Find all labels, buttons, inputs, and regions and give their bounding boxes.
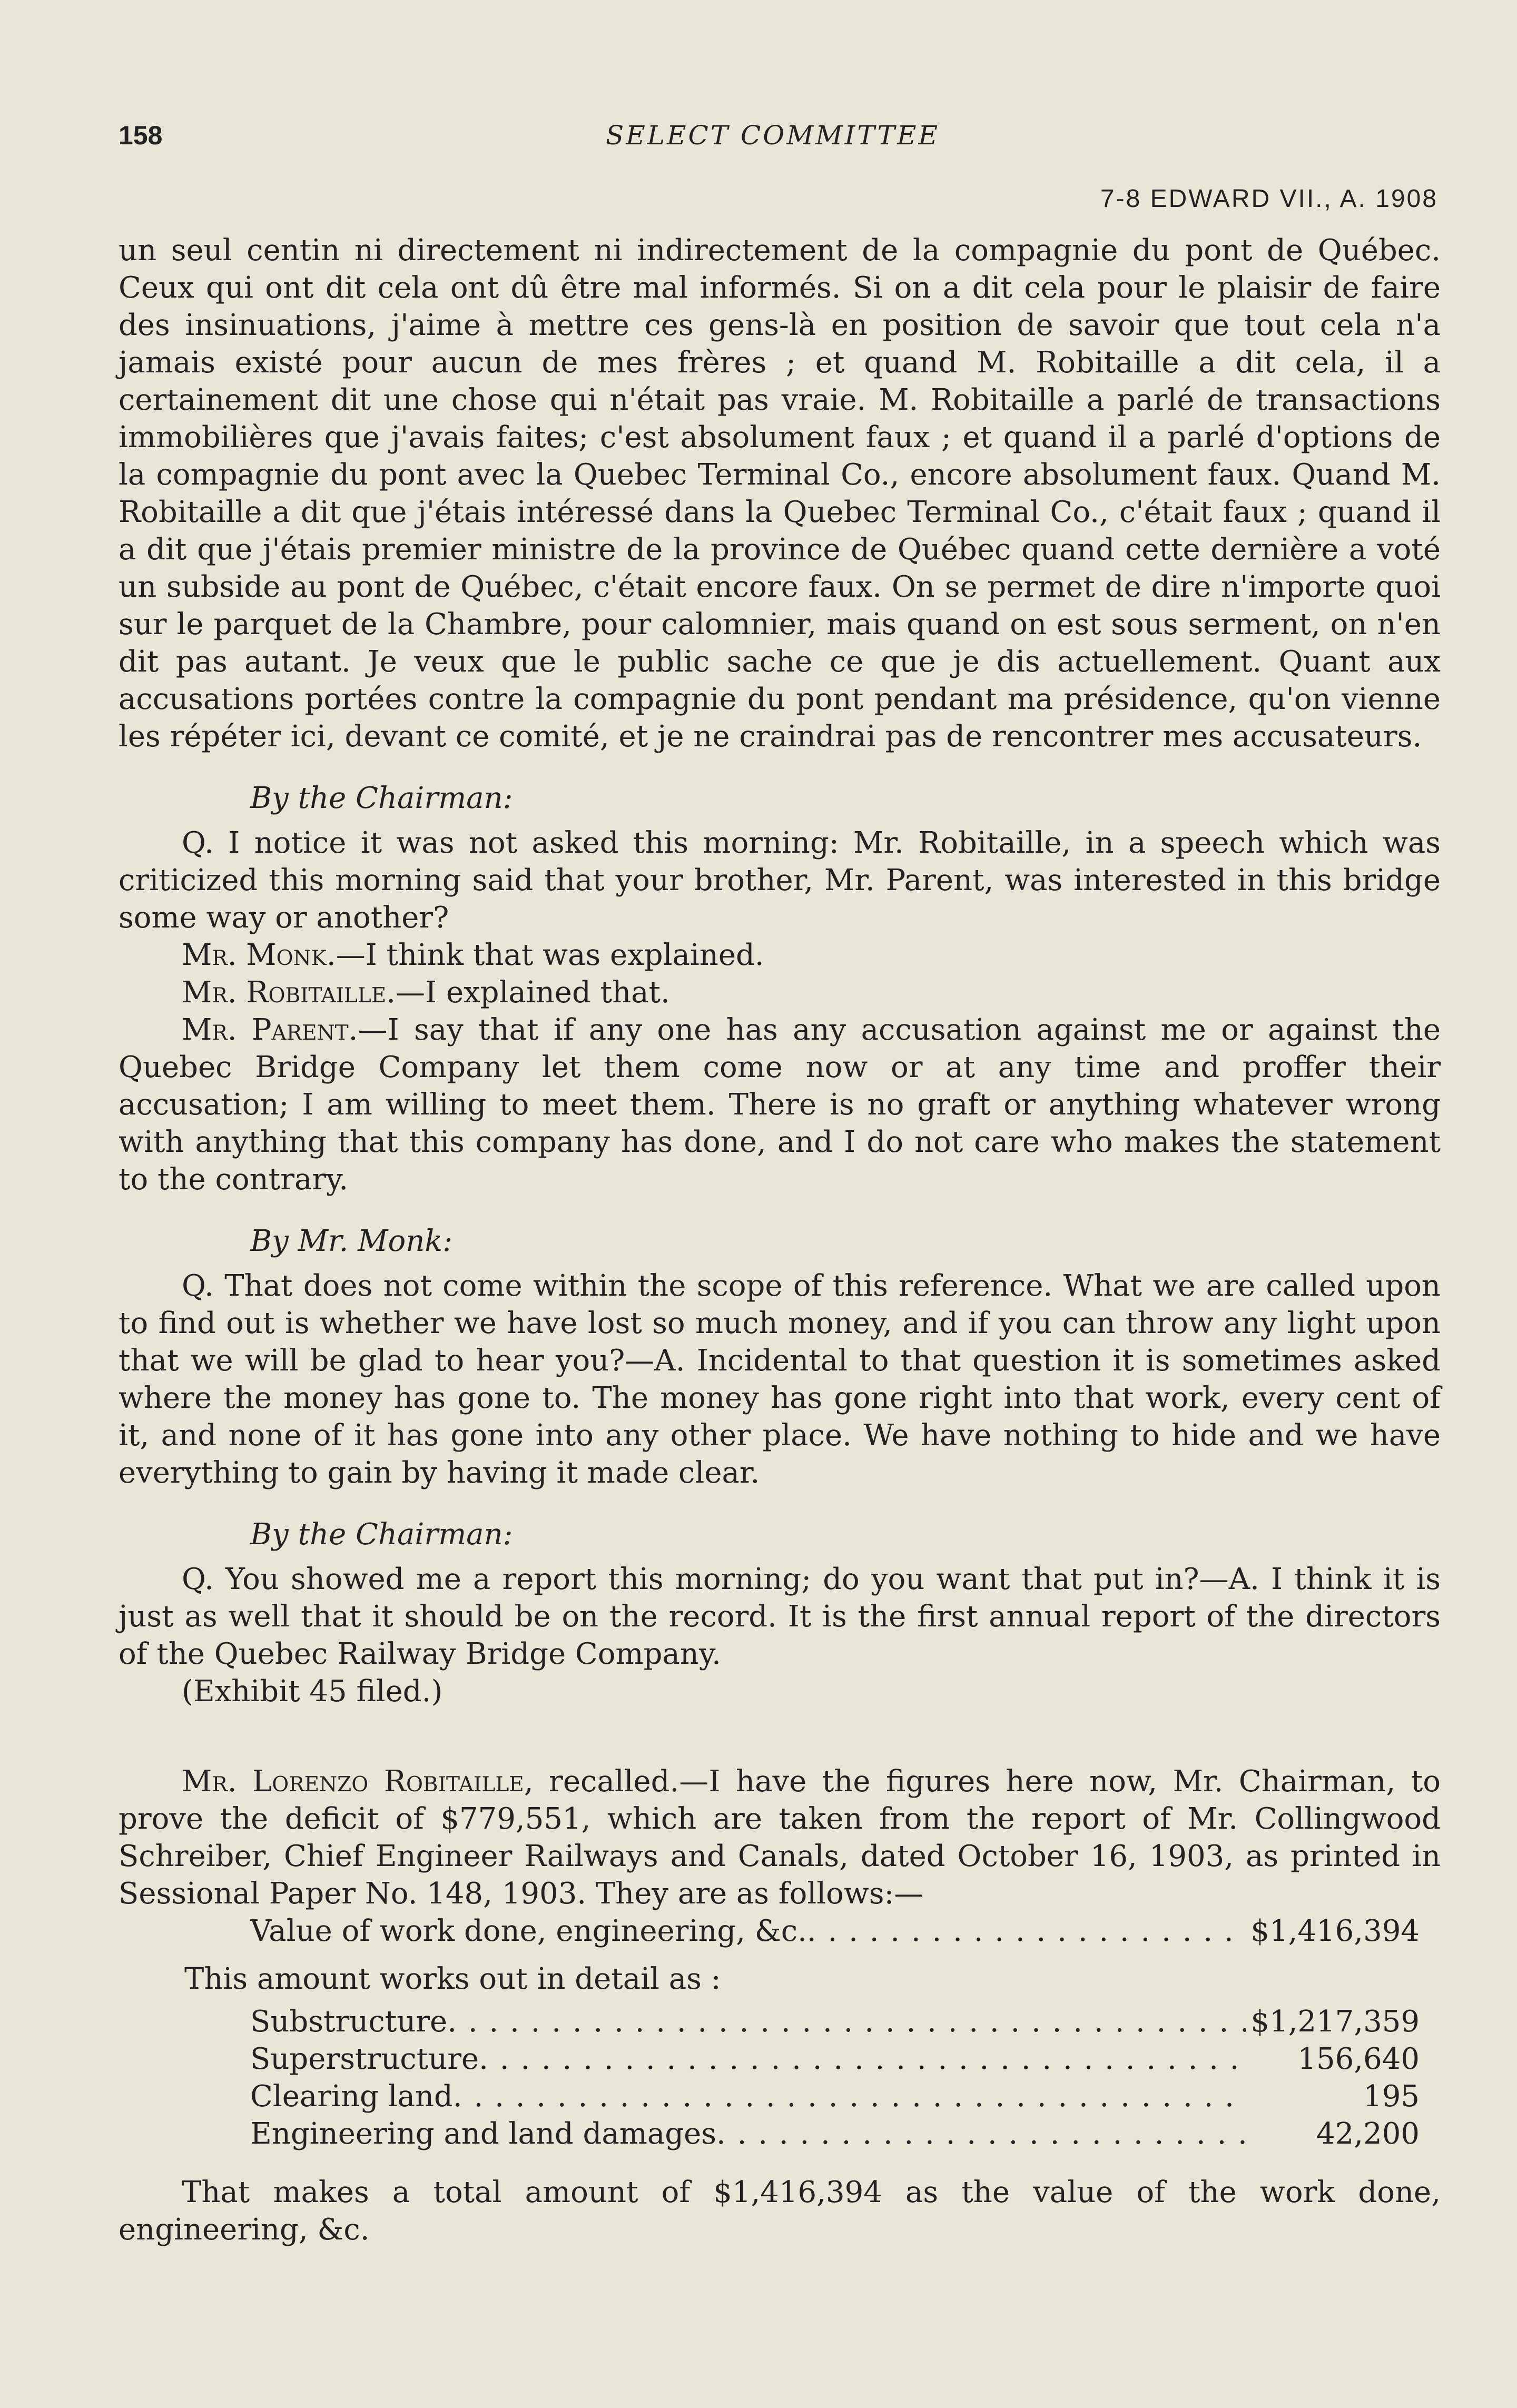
testimony-text: recalled.—I have the figures here now, Mr. Chairman, to prove the deficit of $779,551, which are taken from the report of Mr. Collingwood Schreiber, Chief Engineer Railways and Canals, dated October 16, 1903, as printed in Sessional Paper No. 148, 1903. They are as follows:— — [119, 1764, 1441, 1911]
figure-label: Substructure — [250, 2005, 448, 2039]
speaker-name: Mr. Parent. — [182, 1013, 358, 1047]
speaker-heading: By Mr. Monk: — [250, 1224, 453, 1258]
session-reference: 7-8 EDWARD VII., A. 1908 — [1100, 185, 1438, 213]
speaker-heading: By the Chairman: — [250, 781, 513, 815]
testimony-text: —I think that was explained. — [336, 938, 764, 972]
figure-label: Superstructure — [250, 2042, 479, 2076]
leader-dots — [447, 2003, 1246, 2040]
figure-amount: $1,217,359 — [1250, 2005, 1420, 2039]
testimony-paragraph — [119, 1763, 1441, 1912]
speaker-heading: By the Chairman: — [250, 1517, 513, 1552]
figure-row — [250, 2078, 1420, 2115]
figure-row — [250, 2115, 1420, 2153]
testimony-text: —I explained that. — [396, 975, 670, 1010]
total-paragraph: That makes a total amount of $1,416,394 as the value of the work done, engineering, &c. — [119, 2175, 1441, 2247]
running-title: SELECT COMMITTEE — [606, 120, 940, 151]
exhibit-note: (Exhibit 45 filed.) — [182, 1674, 443, 1709]
testimony-line — [119, 974, 1441, 1011]
figure-amount: 156,640 — [1297, 2042, 1420, 2076]
speaker-name: Mr. Monk. — [182, 938, 336, 972]
figure-row-total-value — [250, 1912, 1420, 1950]
figure-amount: $1,416,394 — [1250, 1914, 1420, 1948]
figure-label: Clearing land — [250, 2079, 453, 2114]
detail-intro: This amount works out in detail as : — [184, 1962, 721, 1996]
question-paragraph: Q. You showed me a report this morning; do you want that put in?—A. I think it is just as well that it should be on the record. It is the first annual report of the directors of the Quebec Railway Bridge Company. — [119, 1562, 1441, 1671]
page-number: 158 — [119, 121, 163, 150]
section-gap — [119, 1710, 1441, 1763]
speaker-name: Mr. Robitaille. — [182, 975, 396, 1010]
figure-label: Value of work done, engineering, &c. — [250, 1914, 807, 1948]
leader-dots — [716, 2115, 1246, 2153]
page-body — [119, 232, 1441, 2248]
testimony-text: —I say that if any one has any accusation against me or against the Quebec Bridge Company let them come now or at any time and proffer their accusation; I am willing to meet them. There is no graft or anything whatever wrong with anything that this company has done, and I do not care who makes the statement to the contrary. — [119, 1013, 1441, 1197]
leader-dots — [479, 2040, 1246, 2078]
figure-amount: 42,200 — [1316, 2117, 1420, 2151]
question-paragraph: Q. I notice it was not asked this morning: Mr. Robitaille, in a speech which was criticized this morning said that your brother, Mr. Parent, was interested in this bridge some way or another? — [119, 826, 1441, 935]
testimony-paragraph — [119, 1011, 1441, 1198]
question-paragraph: Q. That does not come within the scope of this reference. What we are called upon to find out is whether we have lost so much money, and if you can throw any light upon that we will be glad to hear you?—A. Incidental to that question it is sometimes asked where the money has gone to. The money has gone right into that work, every cent of it, and none of it has gone into any other place. We have nothing to hide and we have everything to gain by having it made clear. — [119, 1269, 1441, 1490]
figure-label: Engineering and land damages — [250, 2117, 717, 2151]
figure-row — [250, 2040, 1420, 2078]
speaker-name: Mr. Lorenzo Robitaille, — [182, 1764, 534, 1799]
leader-dots — [807, 1912, 1246, 1950]
paragraph-french-statement: un seul centin ni directement ni indirectement de la compagnie du pont de Québec. Ceux qui ont dit cela ont dû être mal informés. Si on a dit cela pour le plaisir de faire des insinuations, j'aime à mettre ces gens-là en position de savoir que tout cela n'a jamais existé pour aucun de mes frères ; et quand M. Robitaille a dit cela, il a certainement dit une chose qui n'était pas vraie. M. Robitaille a parlé de transactions immobilières que j'avais faites; c'est absolument faux ; et quand il a parlé d'options de la compagnie du pont avec la Quebec Terminal Co., encore absolument faux. Quand M. Robitaille a dit que j'étais intéressé dans la Quebec Terminal Co., c'était faux ; quand il a dit que j'étais premier ministre de la province de Québec quand cette dernière a voté un subside au pont de Québec, c'était encore faux. On se permet de dire n'importe quoi sur le parquet de la Chambre, pour calomnier, mais quand on est sous serment, on n'en dit pas autant. Je veux que le public sache ce que je dis actuellement. Quant aux accusations portées contre la compagnie du pont pendant ma présidence, qu'on vienne les répéter ici, devant ce comité, et je ne craindrai pas de rencontrer mes accusateurs. — [119, 233, 1441, 754]
figure-amount: 195 — [1363, 2079, 1420, 2114]
leader-dots — [453, 2078, 1246, 2115]
testimony-line — [119, 936, 1441, 974]
figure-row — [250, 2003, 1420, 2040]
